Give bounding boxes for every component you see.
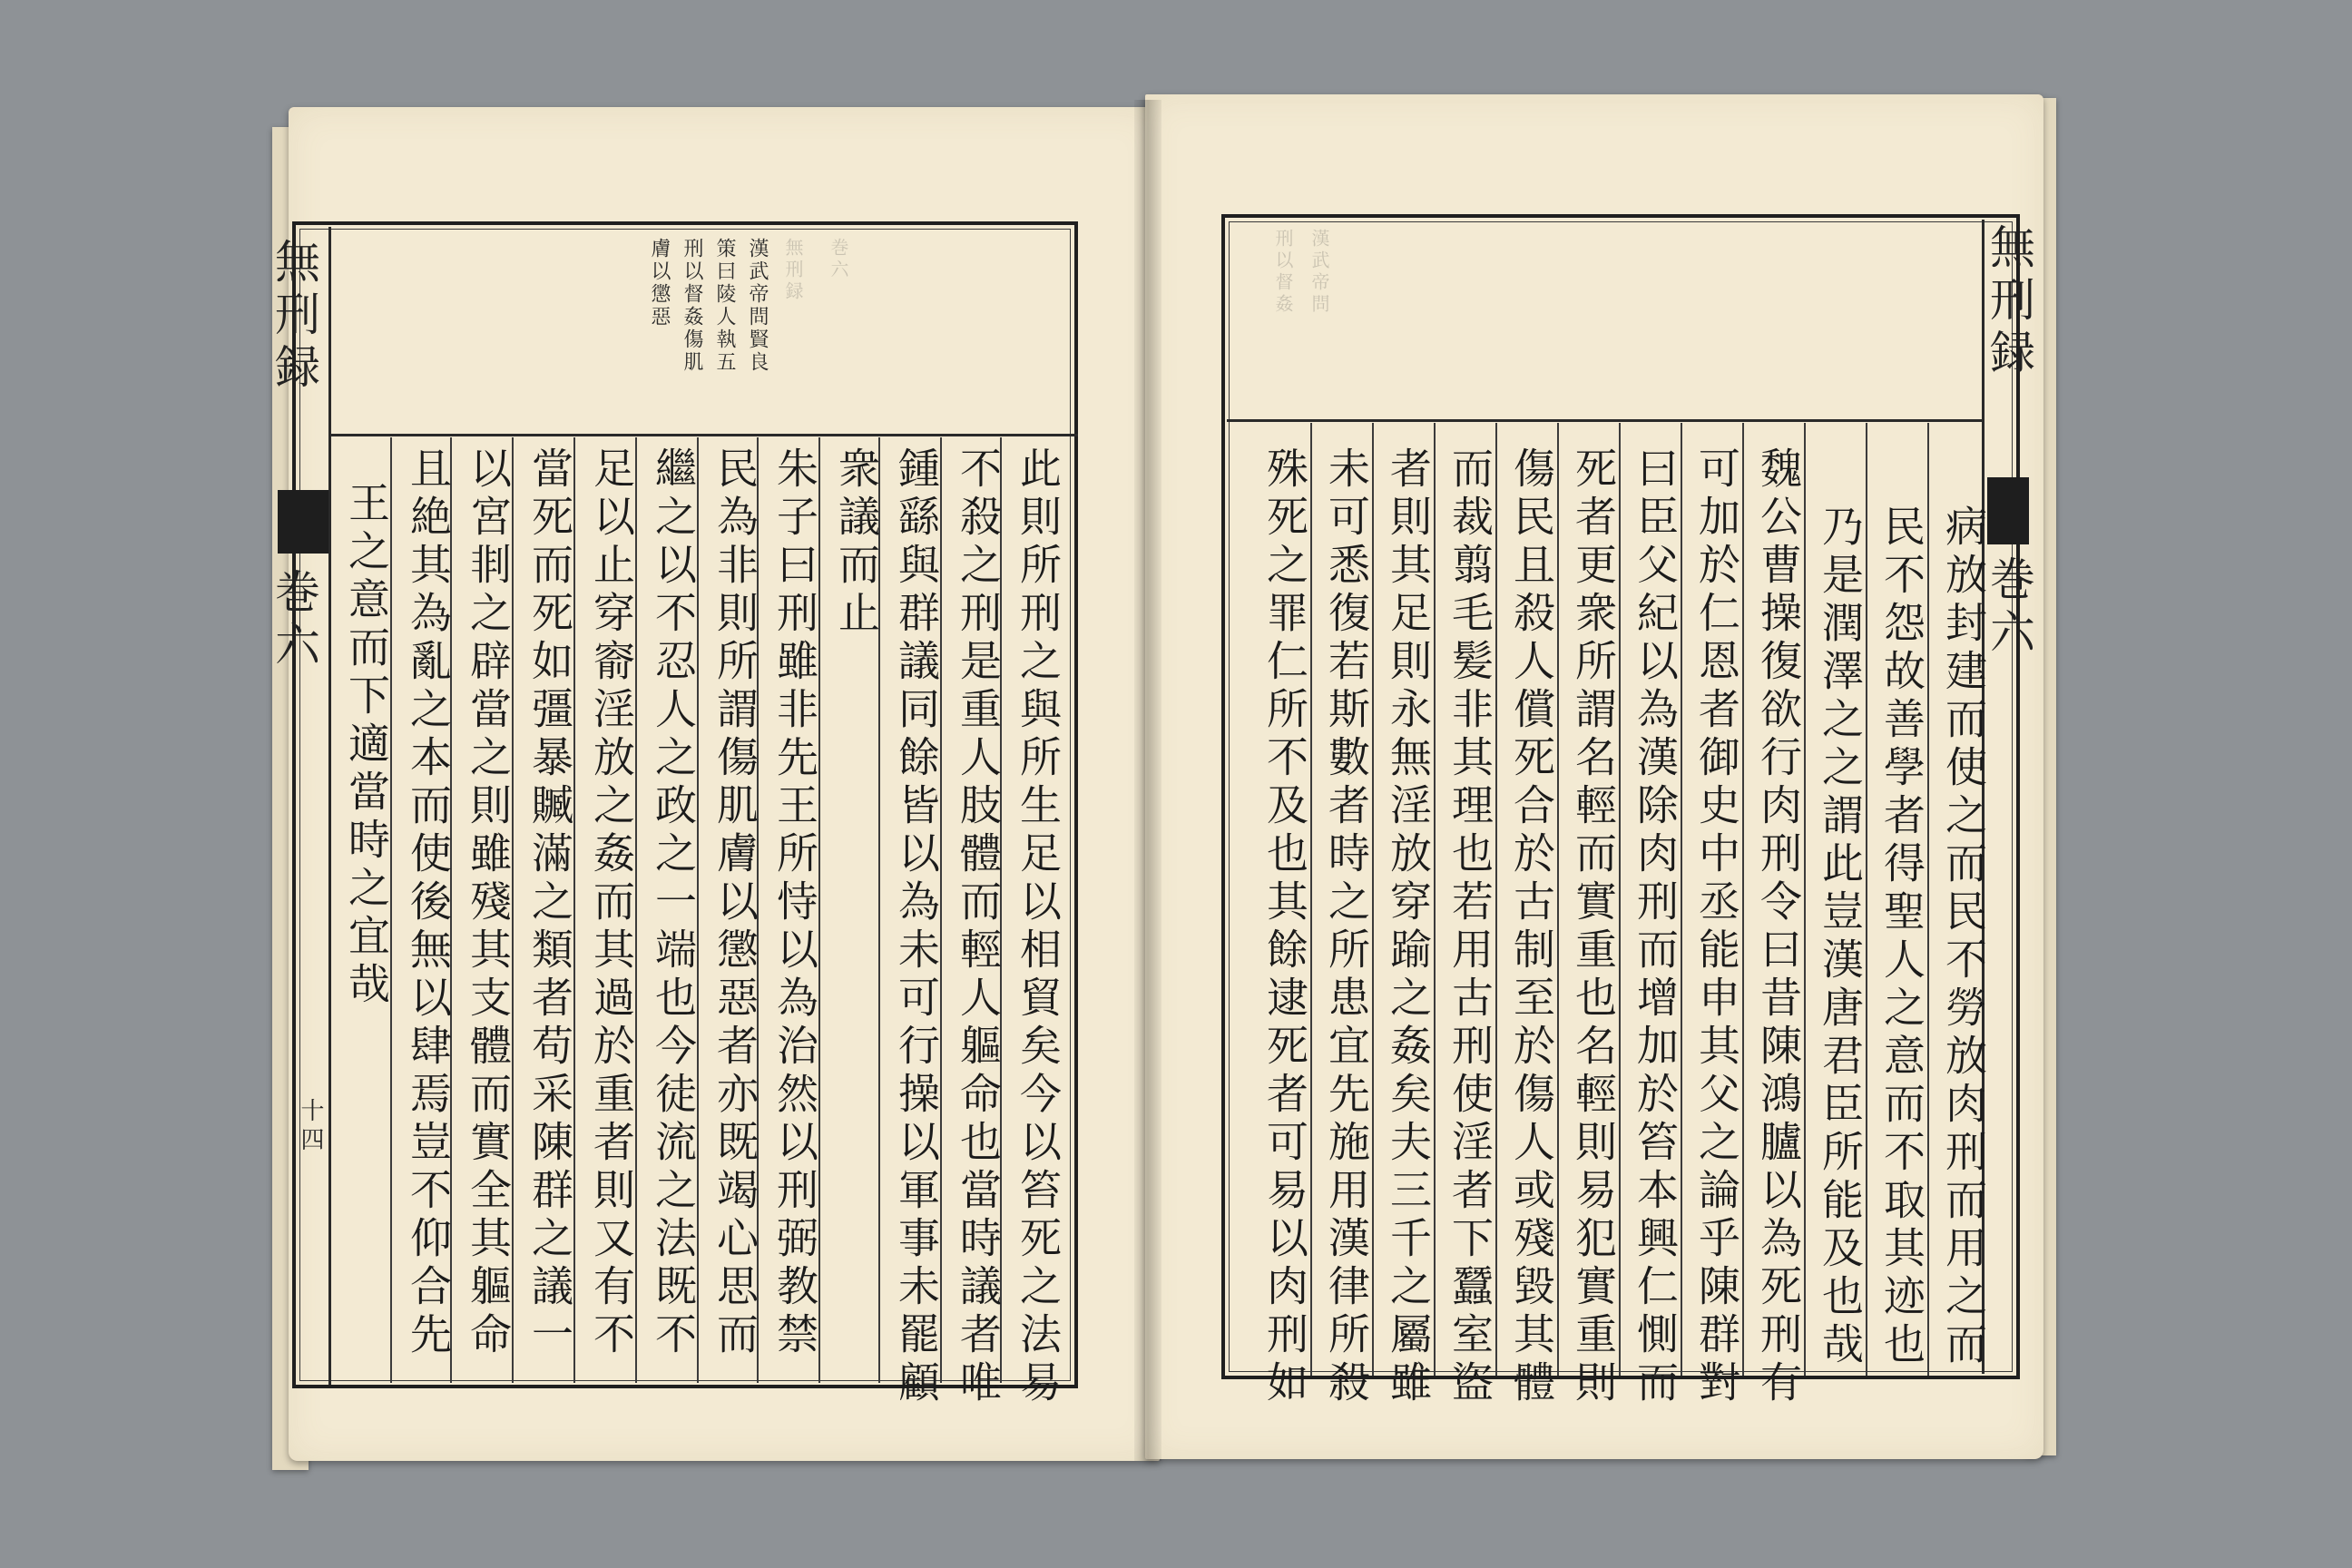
left-book-title: 無刑録	[268, 238, 320, 396]
left-head-note-line-3: 刑以督姦傷肌	[681, 238, 703, 374]
left-head-note-line-4: 膚以懲惡	[648, 238, 671, 328]
right-text-column-5: 可加於仁恩者御史中丞能申其父之論乎陳群對	[1692, 446, 1741, 1408]
right-text-column-6: 曰臣父紀以為漢除肉刑而增加於笞本興仁惻而	[1631, 446, 1680, 1408]
right-text-column-7: 死者更衆所謂名輕而實重也名輕則易犯實重則	[1569, 446, 1618, 1408]
left-text-column-6: 民為非則所謂傷肌膚以懲惡者亦既竭心思而	[710, 446, 760, 1360]
left-head-note-line-2: 策曰陵人執五	[713, 238, 736, 374]
left-text-column-11: 且絶其為亂之本而使後無以肆焉豈不仰合先	[404, 446, 453, 1360]
right-text-column-9: 而裁翦毛髪非其理也若用古刑使淫者下蠶室盜	[1446, 446, 1494, 1408]
left-fish-tail-mark	[278, 490, 328, 554]
left-folio-number: 十四	[297, 1098, 324, 1156]
left-text-column-2: 不殺之刑是重人肢體而輕人軀命也當時議者唯	[954, 446, 1003, 1408]
left-bleed-through: 無刑録	[782, 238, 804, 303]
right-text-column-12: 殊死之罪仁所不及也其餘逮死者可易以肉刑如	[1260, 446, 1309, 1408]
right-text-column-4: 魏公曹操復欲行肉刑令曰昔陳鴻臚以為死刑有	[1754, 446, 1803, 1408]
left-head-note-line-1: 漢武帝問賢良	[746, 238, 769, 374]
right-text-column-3: 乃是潤澤之之謂此豈漢唐君臣所能及也哉	[1816, 505, 1865, 1370]
right-book-title: 無刑録	[1983, 223, 2035, 381]
right-head-rule	[1227, 419, 1984, 422]
left-text-column-10: 以宮剕之辟當之則雖殘其支體而實全其軀命	[464, 446, 513, 1360]
right-text-column-2: 民不怨故善學者得聖人之意而不取其迹也	[1877, 505, 1926, 1370]
right-text-column-11: 未可悉復若斯數者時之所患宜先施用漢律所殺	[1322, 446, 1371, 1408]
left-volume-label: 巻六	[268, 568, 320, 673]
right-text-column-1: 病放封建而使之而民不勞放肉刑而用之而	[1939, 505, 1988, 1370]
left-hashira-rule	[328, 227, 331, 1385]
right-volume-label: 巻六	[1983, 555, 2035, 661]
left-text-column-9: 當死而死如彊暴贓滿之類者苟采陳群之議一	[525, 446, 574, 1360]
left-text-column-8: 足以止穿窬淫放之姦而其過於重者則又有不	[587, 446, 636, 1360]
right-text-column-8: 傷民且殺人償死合於古制至於傷人或殘毀其體	[1507, 446, 1556, 1408]
left-text-column-3: 鍾繇與群議同餘皆以為未可行操以軍事未罷顧	[892, 446, 941, 1408]
left-text-column-7: 繼之以不忍人之政之一端也今徒流之法既不	[649, 446, 698, 1360]
right-text-column-10: 者則其足則永無淫放穿踰之姦矣夫三千之屬雖	[1384, 446, 1433, 1408]
left-bleed-through-2: 巻六	[828, 238, 849, 281]
left-text-column-5: 朱子曰刑雖非先王所恃以為治然以刑弼教禁	[770, 446, 819, 1360]
left-text-column-12: 王之意而下適當時之宜哉	[342, 481, 391, 1010]
right-fish-tail-mark	[1987, 477, 2029, 544]
left-head-rule	[328, 434, 1078, 436]
left-text-column-4: 衆議而止	[832, 446, 881, 639]
right-bleed-through: 刑以督姦	[1272, 229, 1294, 316]
left-text-column-1: 此則所刑之與所生足以相貿矣今以笞死之法易	[1014, 446, 1063, 1408]
book-gutter	[1134, 100, 1161, 1461]
right-bleed-through-2: 漢武帝問	[1308, 229, 1330, 316]
